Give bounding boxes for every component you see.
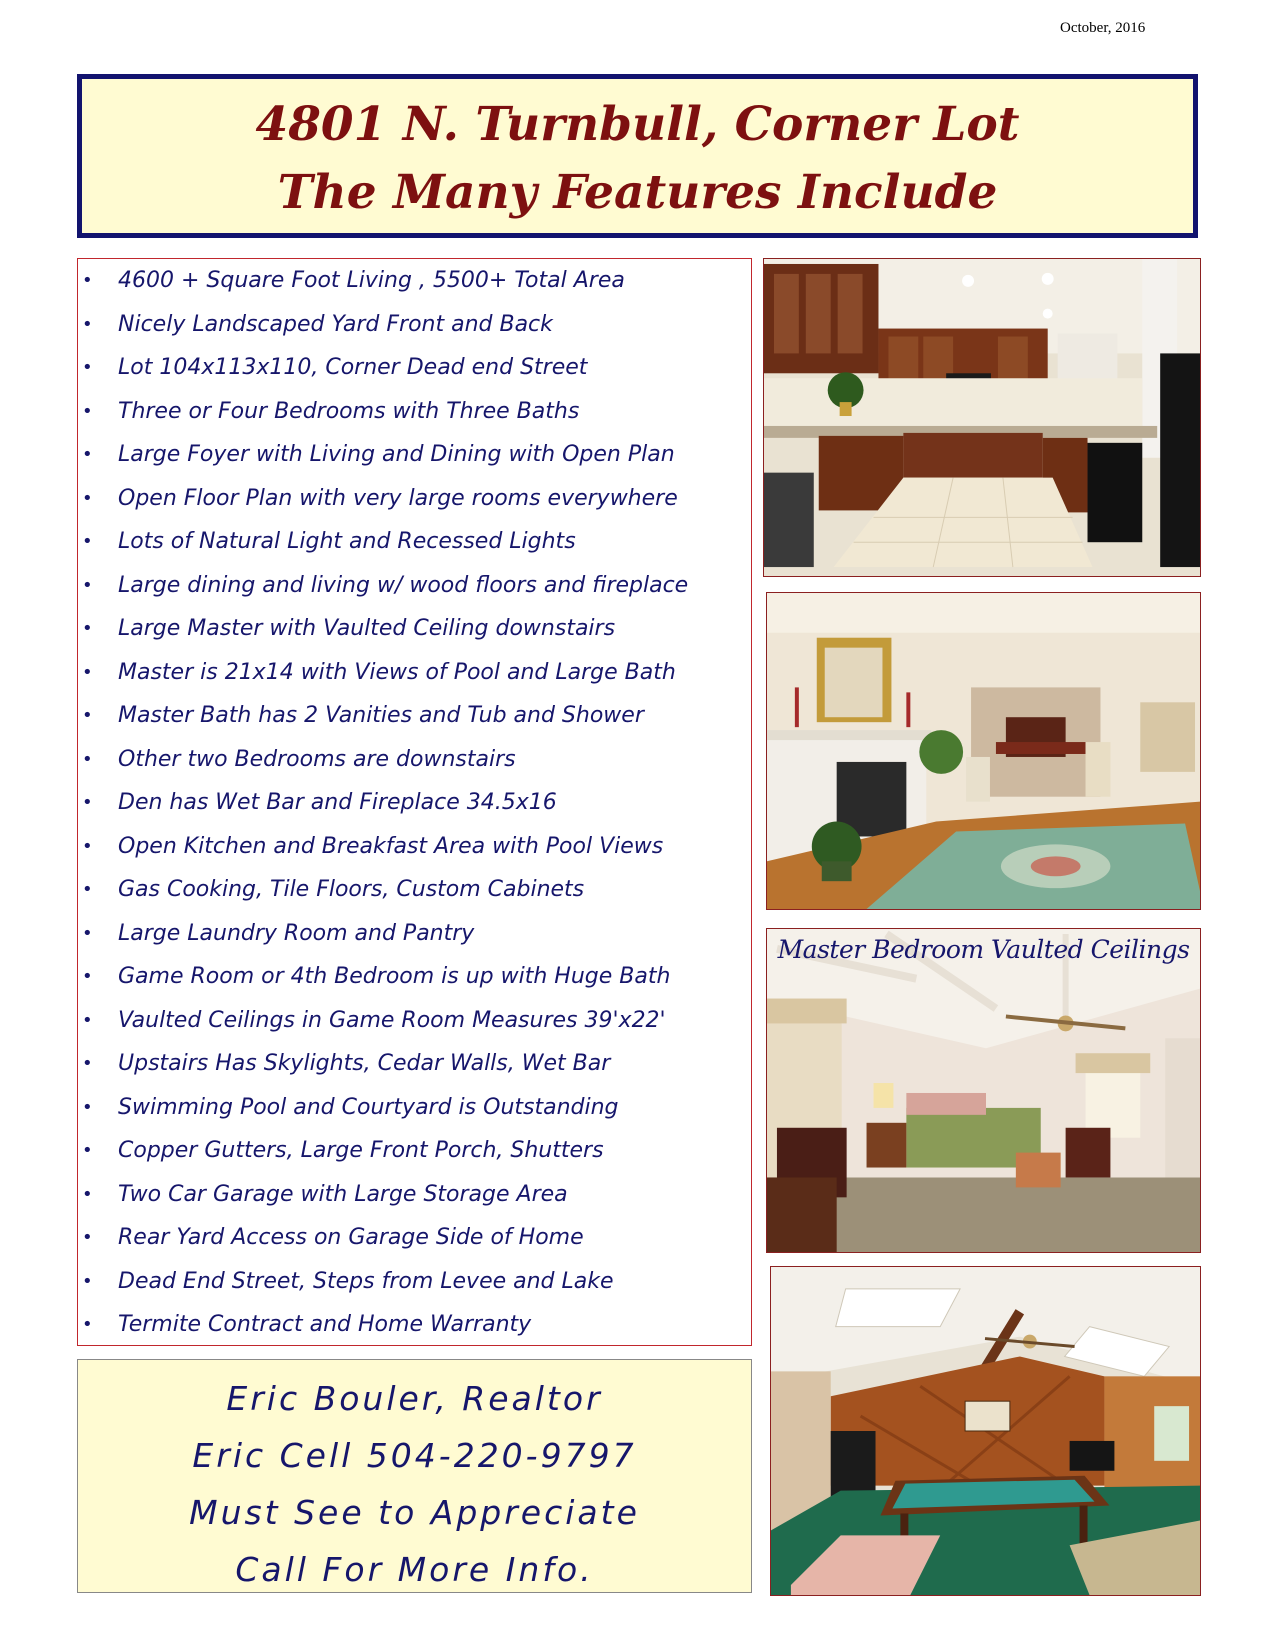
call-to-action: Call For More Info. bbox=[235, 1550, 594, 1589]
title-banner bbox=[77, 74, 1198, 238]
feature-item: • Master Bath has 2 Vanities and Tub and Shower bbox=[78, 694, 751, 738]
feature-item: • Swimming Pool and Courtyard is Outstanding bbox=[78, 1086, 751, 1130]
title-subtitle: The Many Features Include bbox=[277, 165, 998, 220]
feature-item: • Other two Bedrooms are downstairs bbox=[78, 738, 751, 782]
living-room-photo bbox=[766, 592, 1201, 910]
feature-item: • Lots of Natural Light and Recessed Lights bbox=[78, 520, 751, 564]
features-list bbox=[78, 259, 751, 1347]
feature-item: • Two Car Garage with Large Storage Area bbox=[78, 1173, 751, 1217]
title-address: 4801 N. Turnbull, Corner Lot bbox=[255, 97, 1020, 152]
feature-item: • Vaulted Ceilings in Game Room Measures 39'x22' bbox=[78, 999, 751, 1043]
feature-item: • Game Room or 4th Bedroom is up with Huge Bath bbox=[78, 955, 751, 999]
master-bedroom-photo bbox=[766, 928, 1201, 1253]
feature-item: • Master is 21x14 with Views of Pool and Large Bath bbox=[78, 651, 751, 695]
realtor-name: Eric Bouler, Realtor bbox=[226, 1379, 603, 1418]
feature-item: • Open Kitchen and Breakfast Area with Pool Views bbox=[78, 825, 751, 869]
bedroom-caption: Master Bedroom Vaulted Ceilings bbox=[777, 935, 1190, 964]
flyer-date: October, 2016 bbox=[1060, 20, 1146, 36]
feature-item: • Dead End Street, Steps from Levee and Lake bbox=[78, 1260, 751, 1304]
feature-item: • Rear Yard Access on Garage Side of Home bbox=[78, 1216, 751, 1260]
feature-item: • Large Master with Vaulted Ceiling downstairs bbox=[78, 607, 751, 651]
kitchen-photo bbox=[763, 258, 1201, 577]
feature-item: • Large Laundry Room and Pantry bbox=[78, 912, 751, 956]
feature-item: • Copper Gutters, Large Front Porch, Shutters bbox=[78, 1129, 751, 1173]
feature-item: • Three or Four Bedrooms with Three Baths bbox=[78, 390, 751, 434]
feature-item: • Termite Contract and Home Warranty bbox=[78, 1303, 751, 1347]
feature-item: • Den has Wet Bar and Fireplace 34.5x16 bbox=[78, 781, 751, 825]
feature-item: • Lot 104x113x110, Corner Dead end Street bbox=[78, 346, 751, 390]
feature-item: • Upstairs Has Skylights, Cedar Walls, Wet Bar bbox=[78, 1042, 751, 1086]
feature-item: • Nicely Landscaped Yard Front and Back bbox=[78, 303, 751, 347]
game-room-photo bbox=[770, 1266, 1201, 1596]
feature-item: • Large dining and living w/ wood floors and fireplace bbox=[78, 564, 751, 608]
contact-box bbox=[77, 1359, 752, 1593]
realtor-phone: Eric Cell 504-220-9797 bbox=[192, 1436, 637, 1475]
feature-item: • Gas Cooking, Tile Floors, Custom Cabinets bbox=[78, 868, 751, 912]
tagline: Must See to Appreciate bbox=[189, 1493, 640, 1532]
feature-item: • Open Floor Plan with very large rooms everywhere bbox=[78, 477, 751, 521]
feature-item: • 4600 + Square Foot Living , 5500+ Total Area bbox=[78, 259, 751, 303]
features-box bbox=[77, 258, 752, 1346]
feature-item: • Large Foyer with Living and Dining with Open Plan bbox=[78, 433, 751, 477]
